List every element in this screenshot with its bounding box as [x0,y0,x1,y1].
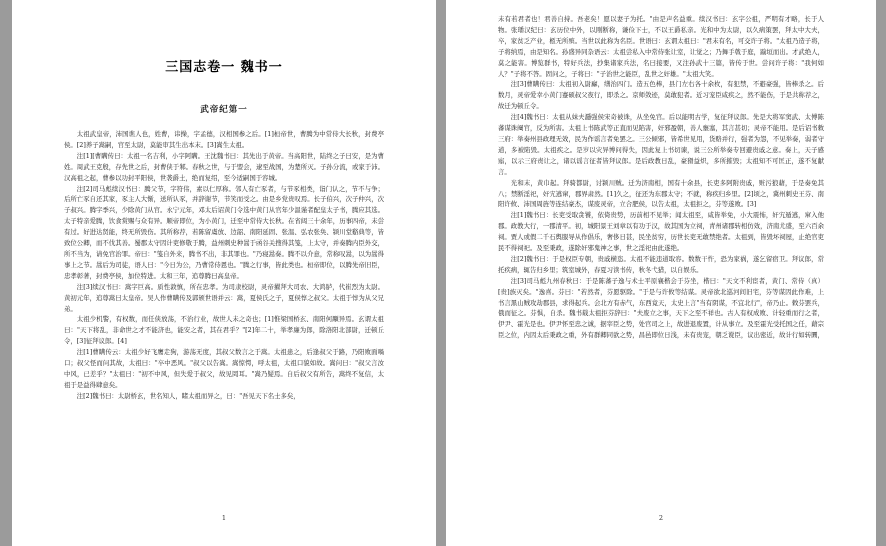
page-number: 1 [221,514,227,522]
document-page-2 [446,0,876,546]
paragraph: 注[2]魏书曰：太尉桥玄，世名知人，睹太祖而异之，曰："吾见天下名士多矣， [76,391,300,400]
paragraph: 注[4]魏书曰：太祖从妹夫㶏强侯宋奇被诛，从坐免官。后以能明古学，复征拜议郎。先是大将军窦武、太傅陈蕃谋诛阉官，反为所害。太祖上书陈武等正直而见陷害，奸邪盈朝，善人壅塞，其言甚切；灵帝不能用。是后诏书敕三府：举奏州县政理无效，民为作谣言者免罢之。三公倾邪，皆希世见用，货赂并行，强者为怨，不见举奏，弱者守道，多被陷毁。太祖疾之。是岁以灾异博问得失，因此复上书切谏，说三公所举奏专回避贵戚之意。奏上，天子感寤，以示三府责让之，诸以谣言征者皆拜议郎。是后政教日乱，豪猾益炽，多所摧毁；太祖知不可匡正，遂不复献言。 [498,113,824,176]
paragraph: 注[1]魏书曰：长吏受取贪饕，依倚贵势，历前相不见举；闻太祖至，咸皆举免，小大震怖，奸宄遁逃，窜入他郡。政教大行，一郡清平。初，城阳景王刘章以有功于汉，故其国为立祠，青州诸郡转相仿效，济南尤盛，至六百余祠。贾人或假二千石舆服导从作倡乐，奢侈日甚，民坐贫穷，历世长吏无敢禁绝者。太祖到，皆毁坏祠屋，止绝官吏民不得祠祀。及至秉政，遂除奸邪鬼神之事，世之淫祀由此遂绝。 [498,211,824,253]
page-number: 2 [658,514,664,522]
paragraph: 未有若君者也！君善自持。吾老矣！愿以妻子为托。"由是声名益重。续汉书曰：玄字公祖，严明有才略，长于人物。张璠汉纪曰：玄历位中外，以刚断称，谦俭下士，不以王爵私亲。光和中为太尉，以久病策罢，拜太中大夫，卒，家贫乏产业，柩无所殡。当世以此称为名臣。世语曰：玄谓太祖曰："君未有名，可交许子将。"太祖乃造子将，子将纳焉，由是知名。孙盛异同杂语云：太祖尝私入中常侍张让室，让觉之；乃舞手戟于庭，踰垣而出。才武绝人，莫之能害。博览群书，特好兵法，抄集诸家兵法，名曰接要，又注孙武十三篇，皆传于世。尝问许子将："我何如人？"子将不答。固问之，子将曰："子治世之能臣，乱世之奸雄。"太祖大笑。 [498,15,824,78]
paragraph: 注[3]续汉书曰：嵩字巨高。质性敦慎，所在忠孝。为司隶校尉，灵帝擢拜大司农、大鸿胪，代崔烈为太尉。黄初元年，追尊嵩曰太皇帝。吴人作曹瞒传及郭颁世语并云：嵩，夏侯氏之子，夏侯惇之叔父。太祖于惇为从父兄弟。 [64,282,384,313]
paragraph: 注[1][曹瞒传曰：太祖一名吉利，小字阿瞒。王沈魏书曰：其先出于黄帝。当高阳世，陆终之子曰安，是为曹姓。周武王克殷，存先世之后，封曹侠于邾。春秋之世，与于盟会，逮至战国，为楚所灭。子孙分流，或家于沛。汉高祖之起，曹参以功封平阳侯，世袭爵土，绝而复绍，至今适嗣国于容城。 [64,151,384,182]
paragraph: 注[2]魏书曰：于是权臣专朝，贵戚横恣。太祖不能违道取容。数数干忤，恐为家祸，遂乞留宿卫。拜议郎，常托疾病，辄告归乡里；筑室城外，春夏习读书传，秋冬弋猎，以自娱乐。 [498,254,824,274]
chapter-title: 武帝纪第一 [200,105,248,115]
paragraph: 太祖少机警，有权数，而任侠放荡，不治行业，故世人未之奇也；[1]惟梁国桥玄、南阳何顒异焉。玄谓太祖曰："天下将乱，非命世之才不能济也，能安之者，其在君乎？"[2]年二十，举孝廉为郎，除洛阳北部尉，迁顿丘令，[3]征拜议郎。[4] [64,315,384,346]
paragraph: 光和末，黄巾起。拜骑都尉，讨颍川贼。迁为济南相，国有十余县，长吏多阿附贵戚，赃污狼藉，于是奏免其八；禁断淫祀，奸宄逃窜，郡界肃然。[1]久之，征还为东郡太守；不就，称疾归乡里。[2]顷之，冀州刺史王芬、南阳许攸、沛国周旌等连结豪杰，谋废灵帝，立合肥侯，以告太祖，太祖拒之，芬等遂败。[3] [498,178,824,209]
paragraph: 注[1]曹瞒传云：太祖少好飞鹰走狗，游荡无度，其叔父数言之于嵩。太祖患之，后逢叔父于路，乃阳败面喎口；叔父怪而问其故，太祖曰："卒中恶风。"叔父以告嵩。嵩惊愕，呼太祖，太祖口貌如故。嵩问曰："叔父言汝中风，已差乎？"太祖曰："初不中风，但失爱于叔父，故见罔耳。"嵩乃疑焉。自后叔父有所告，嵩终不复信，太祖于是益得肆意矣。 [64,348,384,389]
paragraph: 注[3]曹瞒传曰：太祖初入尉廨，缮治四门。造五色棒，县门左右各十余枚，有犯禁，不避豪强，皆棒杀之。后数月，灵帝爱幸小黄门蹇硕叔父夜行，即杀之。京师敛迹，莫敢犯者。近习宠臣咸疾之，然不能伤，于是共称荐之，故迁为顿丘令。 [498,80,824,111]
volume-title: 三国志卷一 魏书一 [165,60,283,75]
document-page-1 [12,0,436,546]
paragraph: 太祖武皇帝，沛国谯人也，姓曹，讳操，字孟德，汉相国参之后。[1]桓帝世，曹腾为中常侍大长秋，封费亭侯。[2]养子嵩嗣，官至太尉，莫能审其生出本末。[3]嵩生太祖。 [64,130,384,149]
paragraph: 注[2]司马彪续汉书曰：腾父节，字符伟，素以仁厚称。邻人有亡豕者，与节豕相类，诣门认之，节不与争；后所亡豕自还其家，豕主人大惭，送所认豕，并辞谢节，节笑而受之。由是乡党贵叹焉。长子伯兴，次子仲兴，次子叔兴。腾字季兴，少除黄门从官。永宁元年，邓太后诏黄门令选中黄门从官年少温谨者配皇太子书，腾应其选。太子特亲爱腾，饮食赏赐与众有异。顺帝即位，为小黄门，迁至中常侍大长秋。在省闼三十余年，历事四帝，未尝有过。好进达贤能，终无所毁伤。其所称荐，若陈留虞放、边韶、南阳延固、张温、弘农张奂、颍川堂谿典等，皆致位公卿，而不伐其善。蜀郡太守因计吏修敬于腾，益州刺史种暠于函谷关搜得其笺，上太守，并奏腾内臣外交，所不当为，请免官治罪。帝曰："笺自外来，腾书不出，非其罪也。"乃寝暠奏。腾不以介意，常称叹暠，以为暠得事上之节。暠后为司徒，语人曰："今日为公，乃曹常侍恩也。"腾之行事，皆此类也。桓帝即位，以腾先帝旧臣，忠孝彰著，封费亭侯，加位特进。太和三年，追尊腾曰高皇帝。 [64,184,384,280]
paragraph: 注[3]司马彪九州春秋曰：于是陈蕃子逸与术士平原襄楷会于芬坐，楷曰："天文不利宦者，黄门、常侍（真）[贵]族灭矣。"逸喜。芬曰："若然者，芬愿驱除。"于是与许攸等结谋。灵帝欲北巡河间旧宅，芬等谋因此作难，上书言黑山贼攻劫郡县，求得起兵。会北方有赤气，东西竟天，太史上言"当有阴谋，不宜北行"，帝乃止。敕芬罢兵，俄而征之。芬惧，自杀。魏书载太祖拒芬辞曰："夫废立之事，天下之至不祥也。古人有权成败、计轻重而行之者，伊尹、霍光是也。伊尹怀至忠之诚，据宰臣之势，处官司之上，故进退废置，计从事立。及至霍光受托国之任，藉宗臣之位，内因太后秉政之重，外有群卿同欲之势，昌邑即位日浅，未有贵宠，朝乏谠臣，议出密近，故计行如转圜， [498,276,824,340]
